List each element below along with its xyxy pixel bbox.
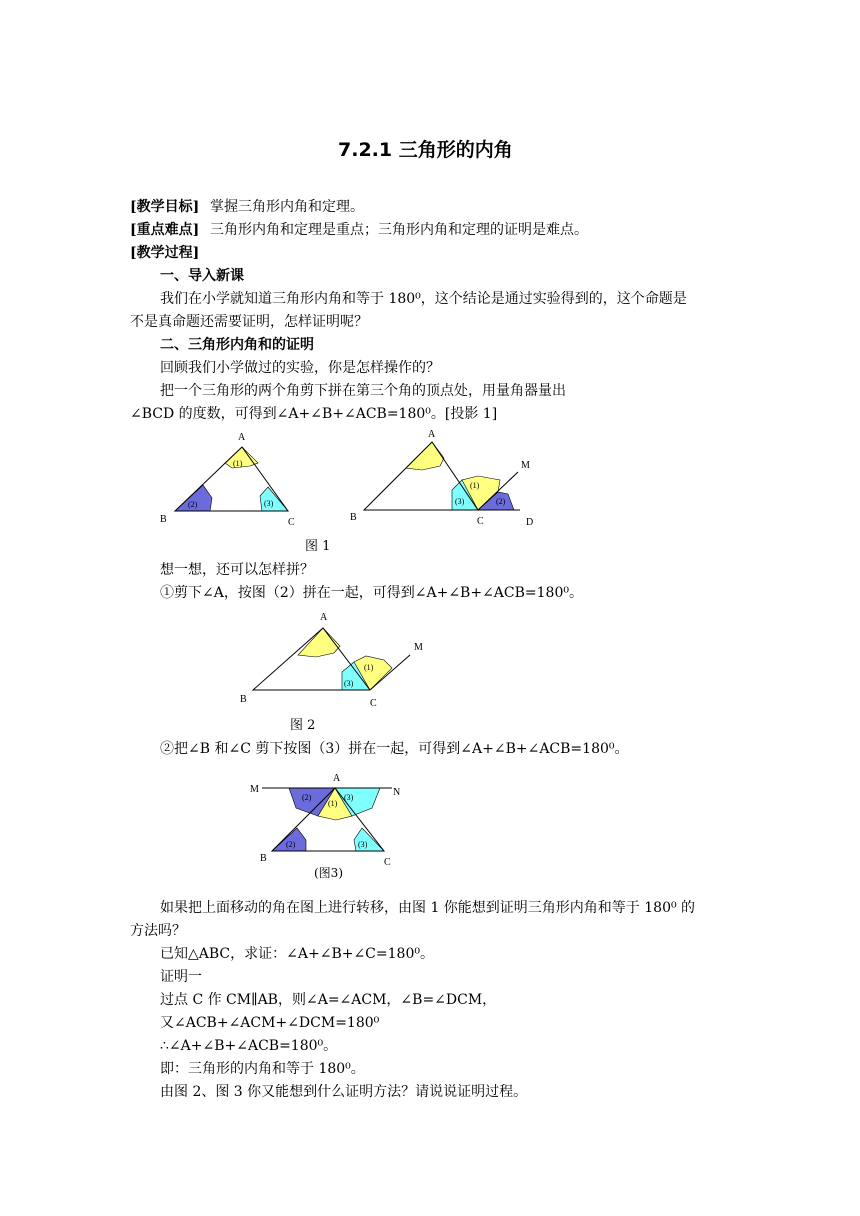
label-2: (2) [188, 500, 198, 509]
key-label: [重点难点] [130, 222, 200, 238]
para-7a: 如果把上面移动的角在图上进行转移，由图 1 你能想到证明三角形内角和等于 180⁰ 的 [160, 900, 696, 916]
label-b: B [350, 512, 357, 523]
para-14: 由图 2、图 3 你又能想到什么证明方法？请说说证明过程。 [160, 1084, 528, 1100]
figure-2 [240, 612, 423, 709]
label-2: (2) [496, 497, 506, 506]
label-m: M [414, 642, 423, 653]
para-5: ①剪下∠A，按图（2）拼在一起，可得到∠A+∠B+∠ACB=180⁰。 [160, 585, 583, 601]
label-1: (1) [233, 459, 243, 468]
label-3-bottom: (3) [358, 840, 368, 849]
label-a: A [238, 432, 246, 443]
figure-3 [250, 773, 400, 868]
para-6: ②把∠B 和∠C 剪下按图（3）拼在一起，可得到∠A+∠B+∠ACB=180⁰。 [160, 741, 629, 757]
label-c: C [370, 698, 377, 709]
label-a: A [428, 429, 436, 440]
para-9: 证明一 [160, 969, 202, 985]
label-b: B [160, 514, 167, 525]
label-n: N [393, 787, 401, 798]
section-2-heading: 二、三角形内角和的证明 [160, 337, 314, 353]
para-11: 又∠ACB+∠ACM+∠DCM=180⁰ [160, 1015, 380, 1031]
para-7b: 方法吗？ [130, 923, 186, 939]
figure-2-caption: 图 2 [290, 718, 316, 733]
label-c: C [384, 857, 391, 868]
para-1b: 不是真命题还需要证明，怎样证明呢？ [130, 314, 368, 330]
figure-1-left [160, 432, 295, 528]
label-3: (3) [264, 499, 274, 508]
process-label: [教学过程] [130, 245, 200, 261]
para-3a: 把一个三角形的两个角剪下拼在第三个角的顶点处，用量角器量出 [160, 383, 566, 399]
label-a: A [320, 612, 328, 623]
section-1-heading: 一、导入新课 [160, 268, 244, 284]
para-10: 过点 C 作 CM∥AB，则∠A=∠ACM，∠B=∠DCM， [160, 992, 497, 1008]
para-4: 想一想，还可以怎样拼？ [160, 562, 314, 578]
label-c: C [288, 517, 295, 528]
angle-1-wedge [406, 442, 444, 470]
label-m: M [521, 460, 530, 471]
page-title: 7.2.1 三角形的内角 [338, 139, 513, 161]
figure-1-right [350, 429, 533, 528]
label-b: B [240, 694, 247, 705]
label-1-top: (1) [328, 799, 338, 808]
figure-3-caption: (图3) [314, 866, 343, 880]
figure-1-caption: 图 1 [305, 539, 331, 554]
label-d: D [526, 517, 534, 528]
label-m: M [250, 784, 259, 795]
label-b: B [260, 853, 267, 864]
label-2-bottom: (2) [286, 840, 296, 849]
label-1: (1) [364, 663, 374, 672]
goal-text: 掌握三角形内角和定理。 [210, 199, 364, 215]
label-3-top: (3) [344, 793, 354, 802]
key-text: 三角形内角和定理是重点；三角形内角和定理的证明是难点。 [210, 222, 588, 238]
label-3: (3) [455, 497, 465, 506]
para-13: 即：三角形的内角和等于 180⁰。 [160, 1061, 365, 1077]
label-a: A [333, 773, 341, 784]
para-1a: 我们在小学就知道三角形内角和等于 180⁰，这个结论是通过实验得到的，这个命题是 [160, 291, 687, 307]
para-12: ∴∠A+∠B+∠ACB=180⁰。 [160, 1038, 338, 1054]
goal-label: [教学目标] [130, 199, 200, 215]
label-3: (3) [344, 679, 354, 688]
para-3b: ∠BCD 的度数，可得到∠A+∠B+∠ACB=180⁰。[投影 1] [130, 406, 498, 422]
para-8: 已知△ABC，求证：∠A+∠B+∠C=180⁰。 [160, 946, 434, 962]
label-1: (1) [470, 481, 480, 490]
label-c: C [477, 516, 484, 527]
label-2-top: (2) [302, 793, 312, 802]
para-2: 回顾我们小学做过的实验，你是怎样操作的？ [160, 360, 440, 376]
